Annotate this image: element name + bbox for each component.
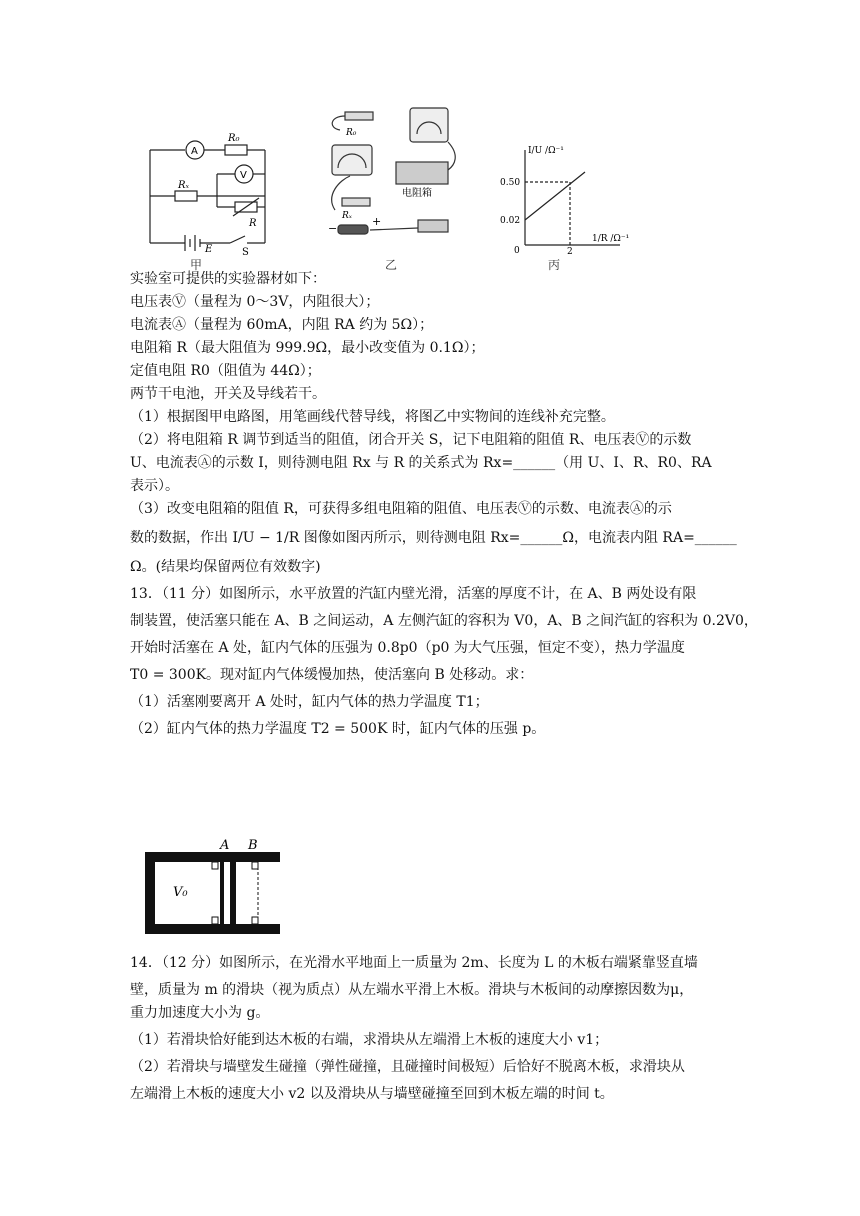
label-jia: 甲: [190, 258, 203, 272]
text-line: 电流表Ⓐ（量程为 60mA，内阻 RA 约为 5Ω）；: [130, 317, 434, 333]
cylinder-label-a: A: [220, 838, 230, 853]
text-line: Ω。(结果均保留两位有效数字): [130, 559, 321, 575]
text-line: （1）根据图甲电路图，用笔画线代替导线，将图乙中实物间的连线补充完整。: [130, 409, 615, 425]
text-line: 表示）。: [130, 478, 179, 494]
text-line: （2）将电阻箱 R 调节到适当的阻值，闭合开关 S，记下电阻箱的阻值 R、电压表Ⓥ的示数: [130, 432, 692, 448]
apparatus-photo-yi: [320, 100, 470, 250]
text-line: 重力加速度大小为 g。: [130, 1005, 270, 1021]
text-line: （1）若滑块恰好能到达木板的右端，求滑块从左端滑上木板的速度大小 v1；: [130, 1032, 609, 1048]
text-line: 实验室可提供的实验器材如下：: [130, 271, 326, 287]
text-line: 电压表Ⓥ（量程为 0～3V，内阻很大）；: [130, 294, 380, 310]
text-line: 两节干电池，开关及导线若干。: [130, 386, 326, 402]
plus-terminal: +: [372, 215, 382, 228]
cylinder-label-v0: V₀: [173, 885, 188, 900]
graph-tick-0: 0: [514, 246, 520, 256]
question-12-body: [130, 268, 758, 741]
cylinder-figure: [140, 838, 280, 938]
label-yi: 乙: [385, 258, 398, 272]
text-line: （2）缸内气体的热力学温度 T2 = 500K 时，缸内气体的压强 p。: [130, 721, 546, 737]
minus-terminal: −: [328, 222, 338, 235]
ammeter-symbol: A: [191, 146, 198, 157]
question-13-line: 13．（11 分）如图所示，水平放置的汽缸内壁光滑，活塞的厚度不计，在 A、B 两处设有限: [130, 586, 697, 602]
label-bing: 丙: [548, 258, 561, 272]
r0-label: R₀: [228, 133, 240, 144]
resistance-box-label: 电阻箱: [402, 188, 432, 199]
text-line: T0 = 300K。现对缸内气体缓慢加热，使活塞向 B 处移动。求：: [130, 667, 534, 683]
text-line: 左端滑上木板的速度大小 v2 以及滑块从与墙壁碰撞至回到木板左端的时间 t。: [130, 1086, 614, 1102]
e-label: E: [205, 244, 213, 255]
text-line: 定值电阻 R0（阻值为 44Ω）；: [130, 363, 321, 379]
question-14-line: 14．（12 分）如图所示，在光滑水平地面上一质量为 2m、长度为 L 的木板右端紧靠竖直墙: [130, 955, 698, 971]
voltmeter-symbol: V: [240, 170, 247, 181]
text-line: 壁，质量为 m 的滑块（视为质点）从左端水平滑上木板。滑块与木板间的动摩擦因数为μ，: [130, 982, 694, 998]
text-line: 制装置，使活塞只能在 A、B 之间运动，A 左侧汽缸的容积为 V0，A、B 之间汽缸的容积为 0.2V0，: [130, 613, 758, 629]
text-line: （3）改变电阻箱的阻值 R，可获得多组电阻箱的阻值、电压表Ⓥ的示数、电流表Ⓐ的示: [130, 501, 672, 517]
text-line: 数的数据，作出 I/U − 1/R 图像如图丙所示，则待测电阻 Rx=______Ω，电流表内阻 RA=______: [130, 530, 737, 546]
graph-tick-050: 0.50: [500, 178, 521, 188]
text-line: （2）若滑块与墙壁发生碰撞（弹性碰撞，且碰撞时间极短）后恰好不脱离木板，求滑块从: [130, 1059, 685, 1075]
text-line: 开始时活塞在 A 处，缸内气体的压强为 0.8p0（p0 为大气压强，恒定不变），热力学温度: [130, 640, 685, 656]
graph-yaxis-label: I/U /Ω⁻¹: [528, 146, 564, 156]
photo-r0-label: R₀: [346, 128, 357, 138]
photo-rx-label: Rₓ: [342, 211, 352, 221]
graph-tick-002: 0.02: [500, 216, 521, 226]
s-label: S: [242, 247, 249, 258]
rx-label: Rₓ: [178, 180, 190, 191]
graph-bing: [490, 145, 650, 255]
circuit-diagram-jia: [145, 130, 275, 258]
r-label: R: [249, 218, 257, 229]
figures-row: [130, 100, 650, 270]
graph-tick-2: 2: [567, 247, 573, 257]
text-line: U、电流表Ⓐ的示数 I，则待测电阻 Rx 与 R 的关系式为 Rx=______（用 U、I、R、R0、RA: [130, 455, 712, 471]
text-line: 电阻箱 R（最大阻值为 999.9Ω，最小改变值为 0.1Ω）；: [130, 340, 485, 356]
question-14-body: [130, 952, 740, 1106]
graph-xaxis-label: 1/R /Ω⁻¹: [592, 234, 630, 244]
text-line: （1）活塞刚要离开 A 处时，缸内气体的热力学温度 T1；: [130, 694, 489, 710]
cylinder-label-b: B: [248, 838, 258, 853]
